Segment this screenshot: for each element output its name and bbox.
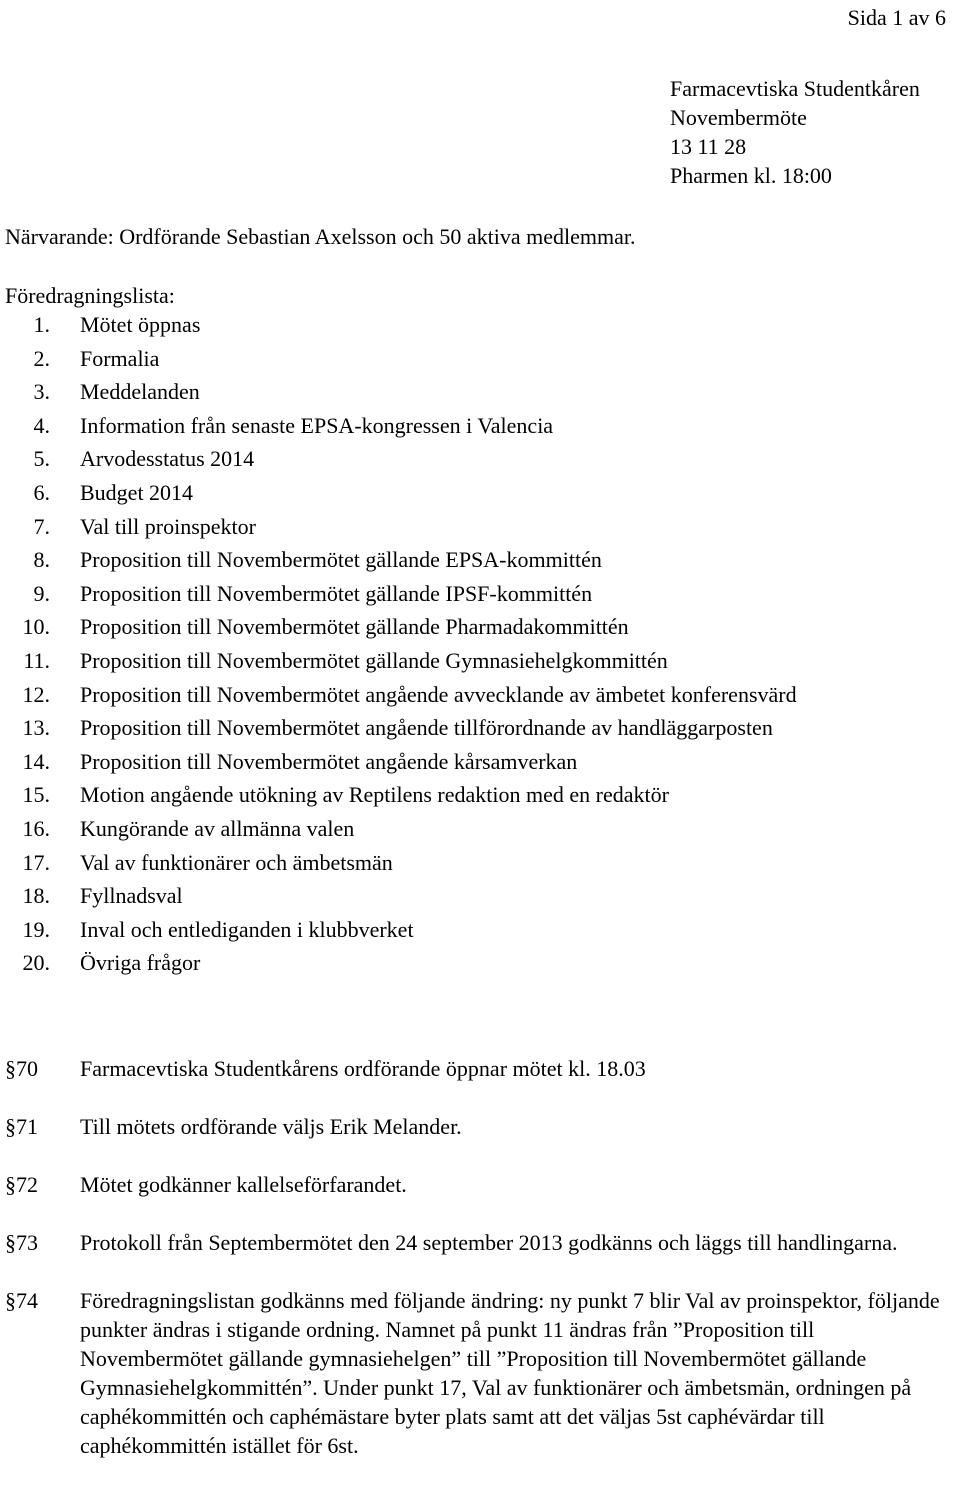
meeting-name: Novembermöte	[670, 105, 807, 130]
agenda-item-number: 6.	[33, 479, 50, 505]
agenda-item-text: Proposition till Novembermötet gällande Gymnasiehelgkommittén	[80, 647, 668, 673]
agenda-item-text: Formalia	[80, 345, 160, 371]
agenda-item-text: Motion angående utökning av Reptilens redaktion med en redaktör	[80, 782, 669, 808]
agenda-item-text: Kungörande av allmänna valen	[80, 815, 355, 841]
paragraph-number: §74	[5, 1288, 38, 1313]
agenda-item-text: Fyllnadsval	[80, 883, 183, 909]
agenda-item-number: 4.	[33, 412, 50, 438]
agenda-item-number: 10.	[22, 614, 50, 640]
paragraph-number: §71	[5, 1114, 38, 1139]
agenda-item-number: 8.	[33, 547, 50, 573]
agenda-item-text: Övriga frågor	[80, 950, 201, 976]
paragraph-text: Protokoll från Septembermötet den 24 september 2013 godkänns och läggs till handlingarna.	[80, 1230, 898, 1255]
minutes-paragraphs	[0, 1054, 960, 1489]
agenda-item-text: Arvodesstatus 2014	[80, 446, 255, 472]
agenda-item-text: Proposition till Novembermötet gällande Pharmadakommittén	[80, 614, 629, 640]
agenda-item-text: Information från senaste EPSA-kongressen i Valencia	[80, 412, 554, 438]
agenda-item-number: 11.	[23, 647, 50, 673]
agenda-item-number: 9.	[33, 580, 50, 606]
agenda-item-number: 1.	[33, 312, 50, 337]
paragraph-number: §72	[5, 1172, 38, 1197]
agenda-item-text: Proposition till Novembermötet angående kårsamverkan	[80, 748, 578, 774]
agenda-item-number: 3.	[33, 379, 50, 405]
minutes-paragraph	[0, 1286, 960, 1460]
agenda-item-number: 14.	[22, 748, 50, 774]
minutes-paragraph	[0, 1228, 960, 1257]
minutes-paragraph	[0, 1112, 960, 1141]
agenda-item-number: 13.	[22, 715, 50, 741]
minutes-paragraph	[0, 1170, 960, 1199]
meeting-date: 13 11 28	[670, 134, 747, 159]
agenda-item-number: 7.	[33, 513, 50, 539]
agenda-item-number: 12.	[22, 681, 50, 707]
agenda-item-number: 15.	[22, 782, 50, 808]
agenda-item-text: Val av funktionärer och ämbetsmän	[80, 849, 393, 875]
agenda-item-number: 16.	[22, 815, 50, 841]
paragraph-text: Föredragningslistan godkänns med följande ändring: ny punkt 7 blir Val av proinspektor, följande punkter ändras i stigande ordning. Namnet på punkt 11 ändras från ”Proposition till Novembermötet gällande gymnasiehelgen” till ”Proposition till Novembermötet gällande Gymnasiehelgkommittén”. Under punkt 17, Val av funktionärer och ämbetsmän, ordningen på caphékommittén och caphémästare byter plats samt att det väljas 5st caphévärdar till caphékommittén istället för 6st.	[80, 1288, 940, 1458]
org-name: Farmacevtiska Studentkåren	[670, 76, 920, 101]
paragraph-number: §70	[5, 1056, 38, 1081]
agenda-item-text: Val till proinspektor	[80, 513, 256, 539]
agenda-item-number: 2.	[33, 345, 50, 371]
meeting-place-time: Pharmen kl. 18:00	[670, 163, 832, 188]
paragraph-number: §73	[5, 1230, 38, 1255]
agenda-item-text: Meddelanden	[80, 379, 200, 405]
agenda-item-text: Proposition till Novembermötet angående avvecklande av ämbetet konferensvärd	[80, 681, 797, 707]
agenda-item-number: 5.	[33, 446, 50, 472]
agenda-title: Föredragningslista:	[5, 283, 175, 308]
document-header	[670, 74, 920, 190]
agenda-item-number: 20.	[22, 950, 50, 976]
paragraph-text: Farmacevtiska Studentkårens ordförande öppnar mötet kl. 18.03	[80, 1056, 646, 1081]
minutes-paragraph	[0, 1054, 960, 1083]
agenda-item-number: 18.	[22, 883, 50, 909]
agenda-item-text: Inval och entlediganden i klubbverket	[80, 916, 414, 942]
agenda-item-number: 19.	[22, 916, 50, 942]
paragraph-text: Till mötets ordförande väljs Erik Melander.	[80, 1114, 462, 1139]
paragraph-text: Mötet godkänner kallelseförfarandet.	[80, 1172, 407, 1197]
attendance-line: Närvarande: Ordförande Sebastian Axelsson och 50 aktiva medlemmar.	[5, 224, 636, 249]
agenda-item-text: Proposition till Novembermötet gällande EPSA-kommittén	[80, 547, 602, 573]
agenda-item-text: Mötet öppnas	[80, 312, 201, 337]
agenda-item-text: Budget 2014	[80, 479, 194, 505]
page-number: Sida 1 av 6	[847, 5, 946, 30]
agenda-item-text: Proposition till Novembermötet angående tillförordnande av handläggarposten	[80, 715, 773, 741]
agenda-item-number: 17.	[22, 849, 50, 875]
agenda-item-text: Proposition till Novembermötet gällande IPSF-kommittén	[80, 580, 593, 606]
